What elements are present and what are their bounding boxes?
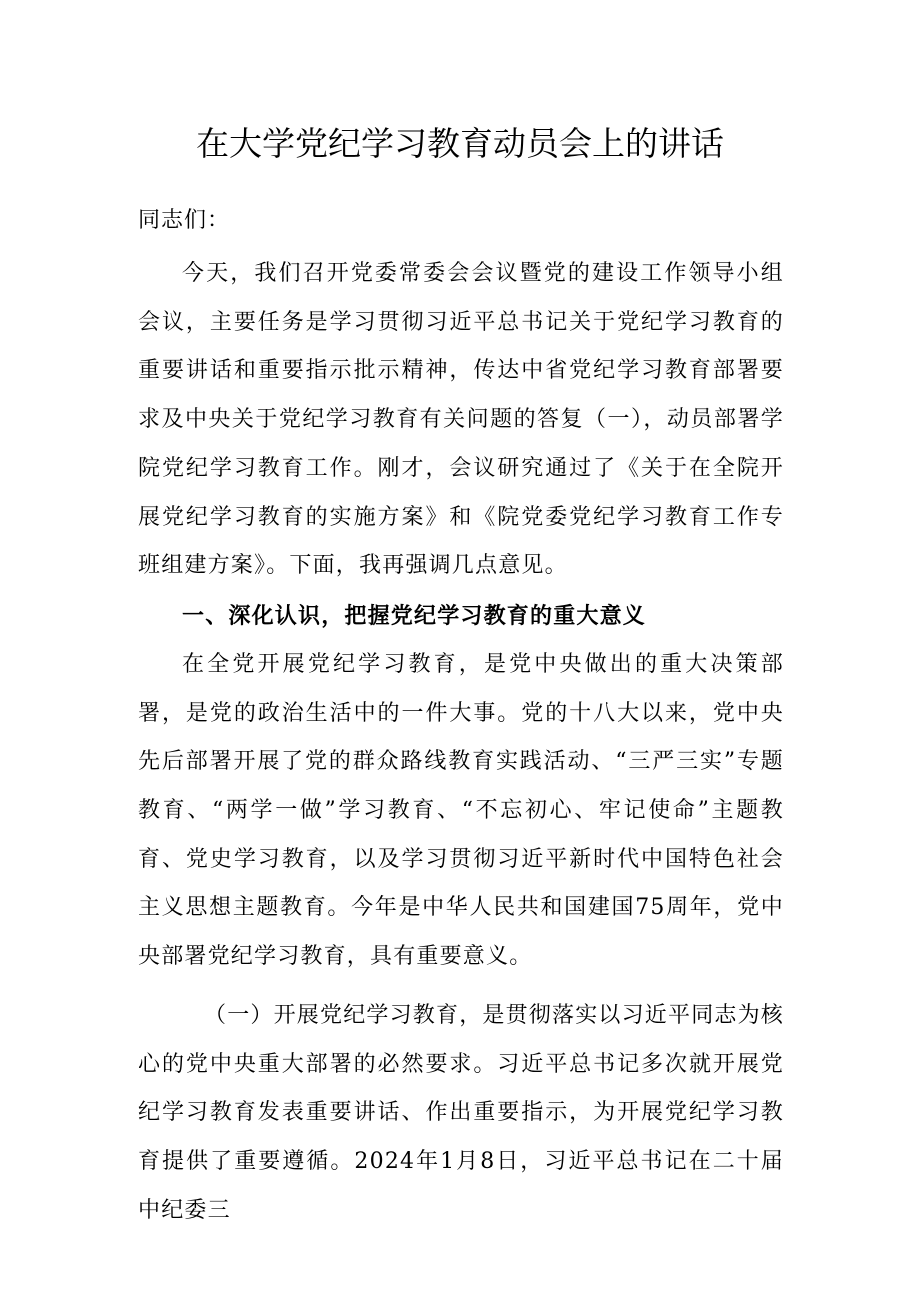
document-body [138,196,784,1235]
document-title: 在大学党纪学习教育动员会上的讲话 [196,124,724,163]
salutation: 同志们： [138,208,231,233]
paragraph-intro: 今天，我们召开党委常委会会议暨党的建设工作领导小组会议，主要任务是学习贯彻习近平总书记关于党纪学习教育的重要讲话和重要指示批示精神，传达中省党纪学习教育部署要求及中央关于党纪学习教育有关问题的答复（一），动员部署学院党纪学习教育工作。刚才，会议研究通过了《关于在全院开展党纪学习教育的实施方案》和《院党委党纪学习教育工作专班组建方案》。下面，我再强调几点意见。 [138,261,784,579]
paragraph-subpoint-1: （一）开展党纪学习教育，是贯彻落实以习近平同志为核心的党中央重大部署的必然要求。习近平总书记多次就开展党纪学习教育发表重要讲话、作出重要指示，为开展党纪学习教育提供了重要遵循。2024年1月8日，习近平总书记在二十届中纪委三 [138,1002,785,1223]
section-heading: 一、深化认识，把握党纪学习教育的重大意义 [182,602,647,629]
paragraph-significance: 在全党开展党纪学习教育，是党中央做出的重大决策部署，是党的政治生活中的一件大事。党的十八大以来，党中央先后部署开展了党的群众路线教育实践活动、“三严三实”专题教育、“两学一做”学习教育、“不忘初心、牢记使命”主题教育、党史学习教育，以及学习贯彻习近平新时代中国特色社会主义思想主题教育。今年是中华人民共和国建国75周年，党中央部署党纪学习教育，具有重要意义。 [138,651,784,970]
